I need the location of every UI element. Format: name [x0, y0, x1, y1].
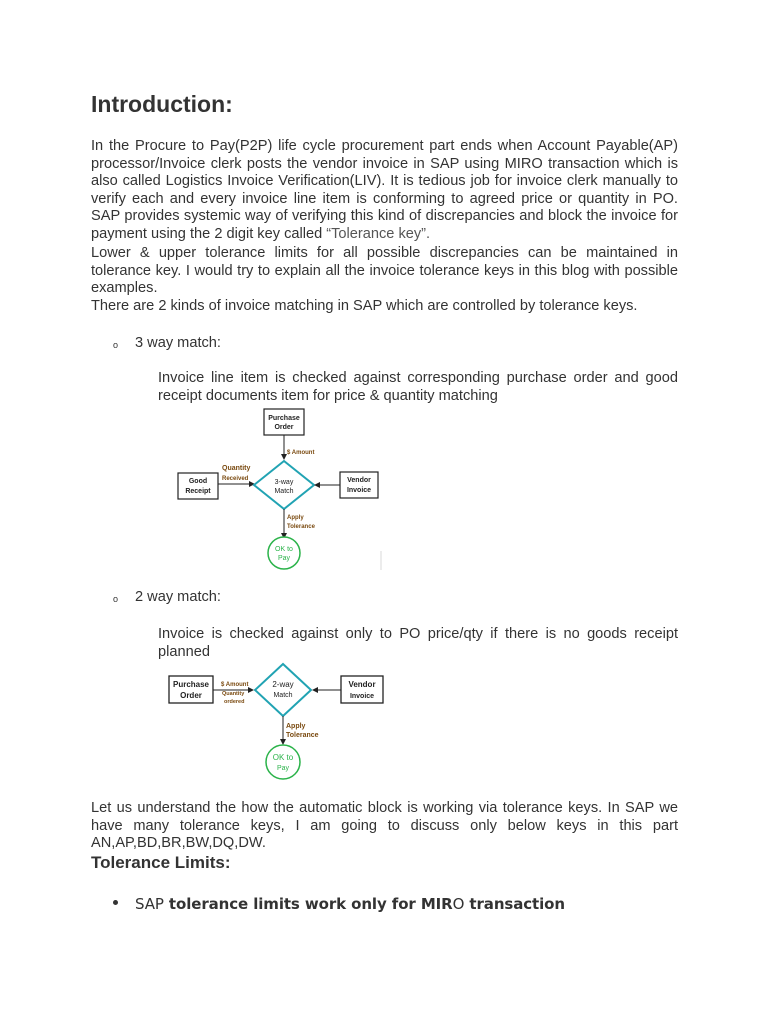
tolerance-key-quote: “Tolerance key”.	[326, 225, 431, 242]
closing-paragraph: Let us understand the how the automatic block is working via tolerance keys. In SAP we have many tolerance keys, I am going to discuss only below keys in this part AN,AP,BD,BR,BW,DQ,DW.	[91, 800, 678, 852]
vendor-invoice-box	[340, 472, 378, 498]
ok-to-pay-circle-2	[266, 745, 300, 779]
note-end: transaction	[464, 895, 565, 913]
intro-text: In the Procure to Pay(P2P) life cycle procurement part ends when Account Payable(AP) processor/Invoice clerk posts the vendor invoice in SAP using MIRO transaction which is also called Logistics Invoice Verification(LIV). It is tedious job for invoice clerk manually to verify each and every invoice line item is conforming to agreed price or quantity in PO. SAP provides systemic way of verifying this kind of discrepancies and block the invoice for payment using the 2 digit key called	[91, 138, 678, 242]
bullet-marker: o	[113, 340, 119, 350]
center-label-1: 3-way	[274, 479, 294, 486]
three-way-label: 3 way match:	[135, 335, 221, 351]
three-way-diagram	[170, 404, 390, 576]
ok-label-1: OK to	[275, 546, 293, 553]
bullet-marker-2: o	[113, 594, 119, 604]
po2-label-2: Order	[180, 691, 202, 700]
page-title: Introduction:	[91, 91, 233, 117]
tolerance-limits-heading: Tolerance Limits:	[91, 853, 231, 872]
intro-paragraph-1	[91, 138, 678, 244]
good-receipt-box	[178, 473, 218, 499]
ok2-label-2: Pay	[276, 765, 290, 772]
amount2-label: $ Amount	[221, 682, 249, 688]
center2-label-1: 2-way	[272, 680, 294, 689]
ok-label-2: Pay	[277, 555, 291, 562]
ok-to-pay-circle	[268, 537, 300, 569]
center2-label-2: Match	[273, 692, 293, 699]
two-way-description: Invoice is checked against only to PO price/qty if there is no goods receipt planned	[158, 626, 678, 660]
two-way-match-diamond	[255, 664, 311, 716]
vendor2-label-2: Invoice	[349, 693, 375, 700]
miro-note	[135, 895, 565, 913]
bullet-dot	[113, 900, 118, 905]
two-way-diagram	[165, 660, 390, 782]
center-label-2: Match	[274, 488, 294, 495]
gr-label-2: Receipt	[185, 488, 211, 495]
note-mid: tolerance limits work only for MIR	[163, 895, 453, 913]
po-label-2: Order	[274, 424, 294, 431]
two-way-label: 2 way match:	[135, 589, 221, 605]
qty-label-1: Quantity	[222, 465, 251, 472]
apply2-label-2: Tolerance	[286, 732, 319, 739]
intro-paragraph-3: There are 2 kinds of invoice matching in SAP which are controlled by tolerance keys.	[91, 298, 638, 314]
qty-label-2: Received	[222, 476, 249, 482]
po2-label-1: Purchase	[172, 680, 210, 689]
vendor-label-2: Invoice	[346, 487, 372, 494]
qty2-label-2: ordered	[224, 699, 245, 705]
amount-label: $ Amount	[287, 450, 315, 456]
apply2-label-1: Apply	[286, 723, 306, 730]
vendor2-label-1: Vendor	[348, 680, 376, 689]
intro-paragraph-2: Lower & upper tolerance limits for all possible discrepancies can be maintained in tolerance key. I would try to explain all the invoice tolerance keys in this blog with possible examples.	[91, 245, 678, 297]
three-way-description: Invoice line item is checked against corresponding purchase order and good receipt documents item for price & quantity matching	[158, 370, 678, 404]
note-sap: SAP	[135, 895, 164, 913]
purchase-order-box	[264, 409, 304, 435]
po-label-1: Purchase	[268, 415, 300, 422]
ok2-label-1: OK to	[272, 753, 294, 762]
qty2-label-1: Quantity	[222, 691, 245, 697]
apply-label-2: Tolerance	[287, 524, 315, 530]
gr-label-1: Good	[188, 478, 208, 485]
vendor-label-1: Vendor	[347, 477, 371, 484]
apply-label-1: Apply	[287, 515, 304, 521]
note-o: O	[452, 895, 465, 913]
